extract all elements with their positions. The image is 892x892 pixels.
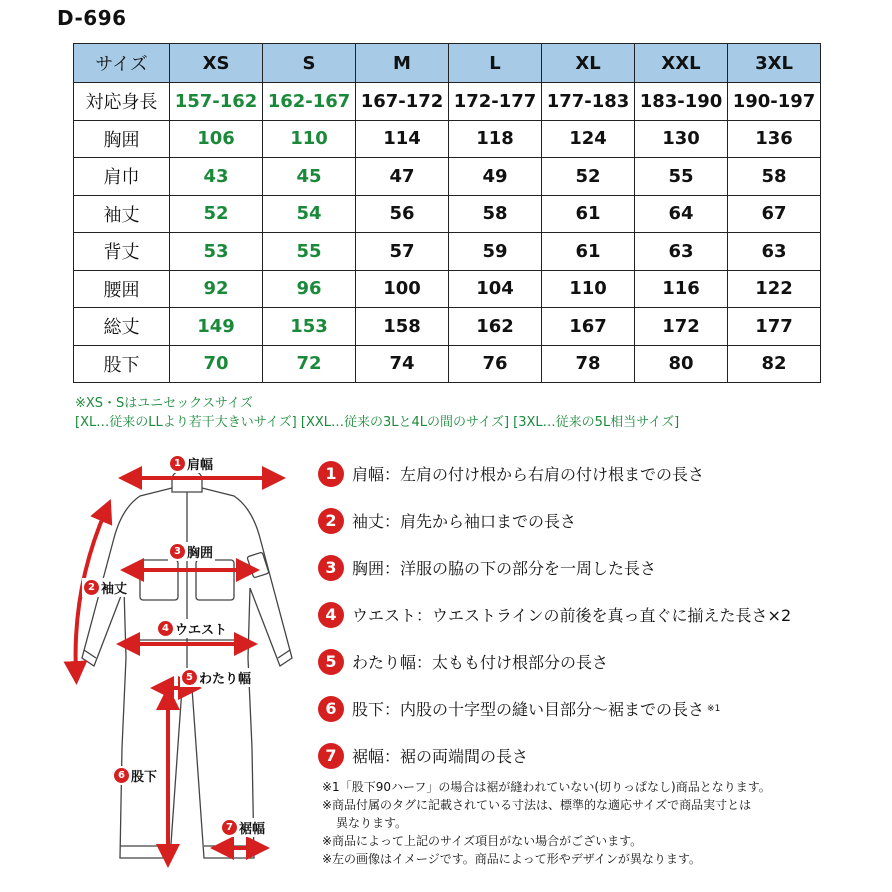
size-value-cell: 118 — [449, 120, 542, 158]
figure-label-sleeve — [82, 578, 129, 597]
size-value-cell: 56 — [356, 195, 449, 233]
size-header-label: サイズ — [74, 44, 170, 83]
legend-item-shoulder — [318, 450, 878, 497]
legend-term: 袖丈 — [352, 512, 385, 531]
size-value-cell: 92 — [170, 270, 263, 308]
size-header-cell: S — [263, 44, 356, 83]
size-value-cell: 57 — [356, 233, 449, 271]
size-header-row — [74, 44, 821, 83]
size-value-cell: 167 — [542, 308, 635, 346]
legend-item-sleeve — [318, 497, 878, 544]
size-value-cell: 78 — [542, 345, 635, 383]
legend-desc: ：肩先から袖口までの長さ — [384, 512, 577, 531]
size-row — [74, 270, 821, 308]
size-value-cell: 162-167 — [263, 83, 356, 121]
size-value-cell: 80 — [635, 345, 728, 383]
size-row-label: 腰囲 — [74, 270, 170, 308]
legend-footnote-mark: ※1 — [707, 703, 721, 714]
legend-number-badge: 5 — [318, 649, 344, 675]
size-value-cell: 49 — [449, 158, 542, 196]
size-value-cell: 63 — [635, 233, 728, 271]
size-row-label: 胸囲 — [74, 120, 170, 158]
coverall-diagram — [62, 448, 312, 883]
legend-number-badge: 2 — [318, 508, 344, 534]
size-value-cell: 158 — [356, 308, 449, 346]
size-row — [74, 308, 821, 346]
fine-print-line: ※商品によって上記のサイズ項目がない場合がございます。 — [322, 834, 643, 848]
size-value-cell: 54 — [263, 195, 356, 233]
size-value-cell: 110 — [263, 120, 356, 158]
size-chart-table — [73, 43, 821, 383]
size-value-cell: 130 — [635, 120, 728, 158]
size-value-cell: 53 — [170, 233, 263, 271]
size-value-cell: 104 — [449, 270, 542, 308]
size-value-cell: 136 — [728, 120, 821, 158]
legend-desc: ：太もも付け根部分の長さ — [416, 653, 609, 672]
size-notes — [75, 394, 679, 432]
size-value-cell: 72 — [263, 345, 356, 383]
legend-desc: ：裾の両端間の長さ — [384, 747, 529, 766]
model-number: D-696 — [57, 6, 127, 30]
figure-label-text: 肩幅 — [187, 458, 214, 473]
legend-term: 胸囲 — [352, 559, 385, 578]
size-value-cell: 124 — [542, 120, 635, 158]
figure-label-text: わたり幅 — [199, 672, 252, 687]
size-value-cell: 116 — [635, 270, 728, 308]
fine-print — [322, 778, 771, 868]
size-value-cell: 52 — [542, 158, 635, 196]
size-value-cell: 172 — [635, 308, 728, 346]
size-row-label: 袖丈 — [74, 195, 170, 233]
figure-label-hem — [220, 818, 267, 837]
size-value-cell: 167-172 — [356, 83, 449, 121]
fine-print-line: ※左の画像はイメージです。商品によって形やデザインが異なります。 — [322, 852, 701, 866]
figure-label-inseam — [112, 766, 159, 785]
legend-term: 肩幅 — [352, 465, 385, 484]
number-badge-3: 3 — [170, 544, 185, 559]
size-value-cell: 47 — [356, 158, 449, 196]
size-row — [74, 195, 821, 233]
size-header-cell: 3XL — [728, 44, 821, 83]
note-unisex: ※XS・Sはユニセックスサイズ — [75, 396, 253, 411]
size-header-cell: L — [449, 44, 542, 83]
legend-item-hem — [318, 732, 878, 779]
number-badge-2: 2 — [84, 580, 99, 595]
number-badge-4: 4 — [158, 621, 173, 636]
size-value-cell: 149 — [170, 308, 263, 346]
figure-label-thigh — [180, 668, 253, 687]
figure-label-text: 胸囲 — [187, 546, 214, 561]
figure-label-chest — [168, 542, 215, 561]
legend-item-chest — [318, 544, 878, 591]
size-value-cell: 67 — [728, 195, 821, 233]
legend-desc: ：内股の十字型の縫い目部分～裾までの長さ — [384, 700, 705, 719]
size-value-cell: 106 — [170, 120, 263, 158]
size-value-cell: 74 — [356, 345, 449, 383]
size-row — [74, 233, 821, 271]
size-value-cell: 157-162 — [170, 83, 263, 121]
size-value-cell: 190-197 — [728, 83, 821, 121]
size-value-cell: 55 — [263, 233, 356, 271]
size-row — [74, 345, 821, 383]
figure-label-text: 股下 — [131, 770, 158, 785]
size-value-cell: 153 — [263, 308, 356, 346]
fine-print-line: 異なります。 — [336, 816, 408, 830]
number-badge-7: 7 — [222, 820, 237, 835]
legend-number-badge: 1 — [318, 461, 344, 487]
size-value-cell: 100 — [356, 270, 449, 308]
number-badge-5: 5 — [182, 670, 197, 685]
fine-print-line: ※1「股下90ハーフ」の場合は裾が縫われていない(切りっぱなし)商品となります。 — [322, 780, 771, 794]
size-value-cell: 70 — [170, 345, 263, 383]
legend-number-badge: 6 — [318, 696, 344, 722]
legend-term: 股下 — [352, 700, 385, 719]
legend-desc: ：ウエストラインの前後を真っ直ぐに揃えた長さ×2 — [416, 606, 792, 625]
legend-desc: ：洋服の脇の下の部分を一周した長さ — [384, 559, 657, 578]
figure-label-text: 袖丈 — [101, 582, 128, 597]
legend-term: わたり幅 — [352, 653, 417, 672]
fine-print-line: ※商品付属のタグに記載されている寸法は、標準的な適応サイズで商品実寸とは — [322, 798, 752, 812]
legend-number-badge: 3 — [318, 555, 344, 581]
size-value-cell: 96 — [263, 270, 356, 308]
size-value-cell: 55 — [635, 158, 728, 196]
legend-term: 裾幅 — [352, 747, 385, 766]
size-value-cell: 61 — [542, 233, 635, 271]
size-row — [74, 120, 821, 158]
size-value-cell: 183-190 — [635, 83, 728, 121]
size-value-cell: 61 — [542, 195, 635, 233]
legend-number-badge: 7 — [318, 743, 344, 769]
size-row — [74, 158, 821, 196]
size-header-cell: XS — [170, 44, 263, 83]
figure-label-text: ウエスト — [175, 623, 228, 638]
legend-desc: ：左肩の付け根から右肩の付け根までの長さ — [384, 465, 705, 484]
figure-label-shoulder — [168, 454, 215, 473]
note-size-equivalents: [XL…従来のLLより若干大きいサイズ] [XXL…従来の3Lと4Lの間のサイズ] [3XL…従来の5L相当サイズ] — [75, 415, 680, 430]
size-value-cell: 162 — [449, 308, 542, 346]
measurement-legend — [318, 450, 878, 779]
legend-term: ウエスト — [352, 606, 417, 625]
coverall-illustration — [62, 448, 312, 883]
size-header-cell: M — [356, 44, 449, 83]
size-value-cell: 64 — [635, 195, 728, 233]
size-row-label: 股下 — [74, 345, 170, 383]
size-header-cell: XXL — [635, 44, 728, 83]
number-badge-1: 1 — [170, 456, 185, 471]
size-value-cell: 177 — [728, 308, 821, 346]
size-value-cell: 45 — [263, 158, 356, 196]
size-row-label: 背丈 — [74, 233, 170, 271]
legend-number-badge: 4 — [318, 602, 344, 628]
figure-label-text: 裾幅 — [239, 822, 266, 837]
size-value-cell: 82 — [728, 345, 821, 383]
size-value-cell: 58 — [449, 195, 542, 233]
number-badge-6: 6 — [114, 768, 129, 783]
size-value-cell: 59 — [449, 233, 542, 271]
legend-item-thigh — [318, 638, 878, 685]
size-value-cell: 122 — [728, 270, 821, 308]
legend-item-waist — [318, 591, 878, 638]
size-value-cell: 172-177 — [449, 83, 542, 121]
figure-label-waist — [156, 619, 229, 638]
size-value-cell: 58 — [728, 158, 821, 196]
legend-item-inseam — [318, 685, 878, 732]
size-row-label: 肩巾 — [74, 158, 170, 196]
size-value-cell: 76 — [449, 345, 542, 383]
size-value-cell: 110 — [542, 270, 635, 308]
size-row-label: 総丈 — [74, 308, 170, 346]
size-row-label: 対応身長 — [74, 83, 170, 121]
size-value-cell: 177-183 — [542, 83, 635, 121]
size-value-cell: 63 — [728, 233, 821, 271]
size-value-cell: 114 — [356, 120, 449, 158]
size-row — [74, 83, 821, 121]
size-value-cell: 43 — [170, 158, 263, 196]
size-value-cell: 52 — [170, 195, 263, 233]
size-header-cell: XL — [542, 44, 635, 83]
